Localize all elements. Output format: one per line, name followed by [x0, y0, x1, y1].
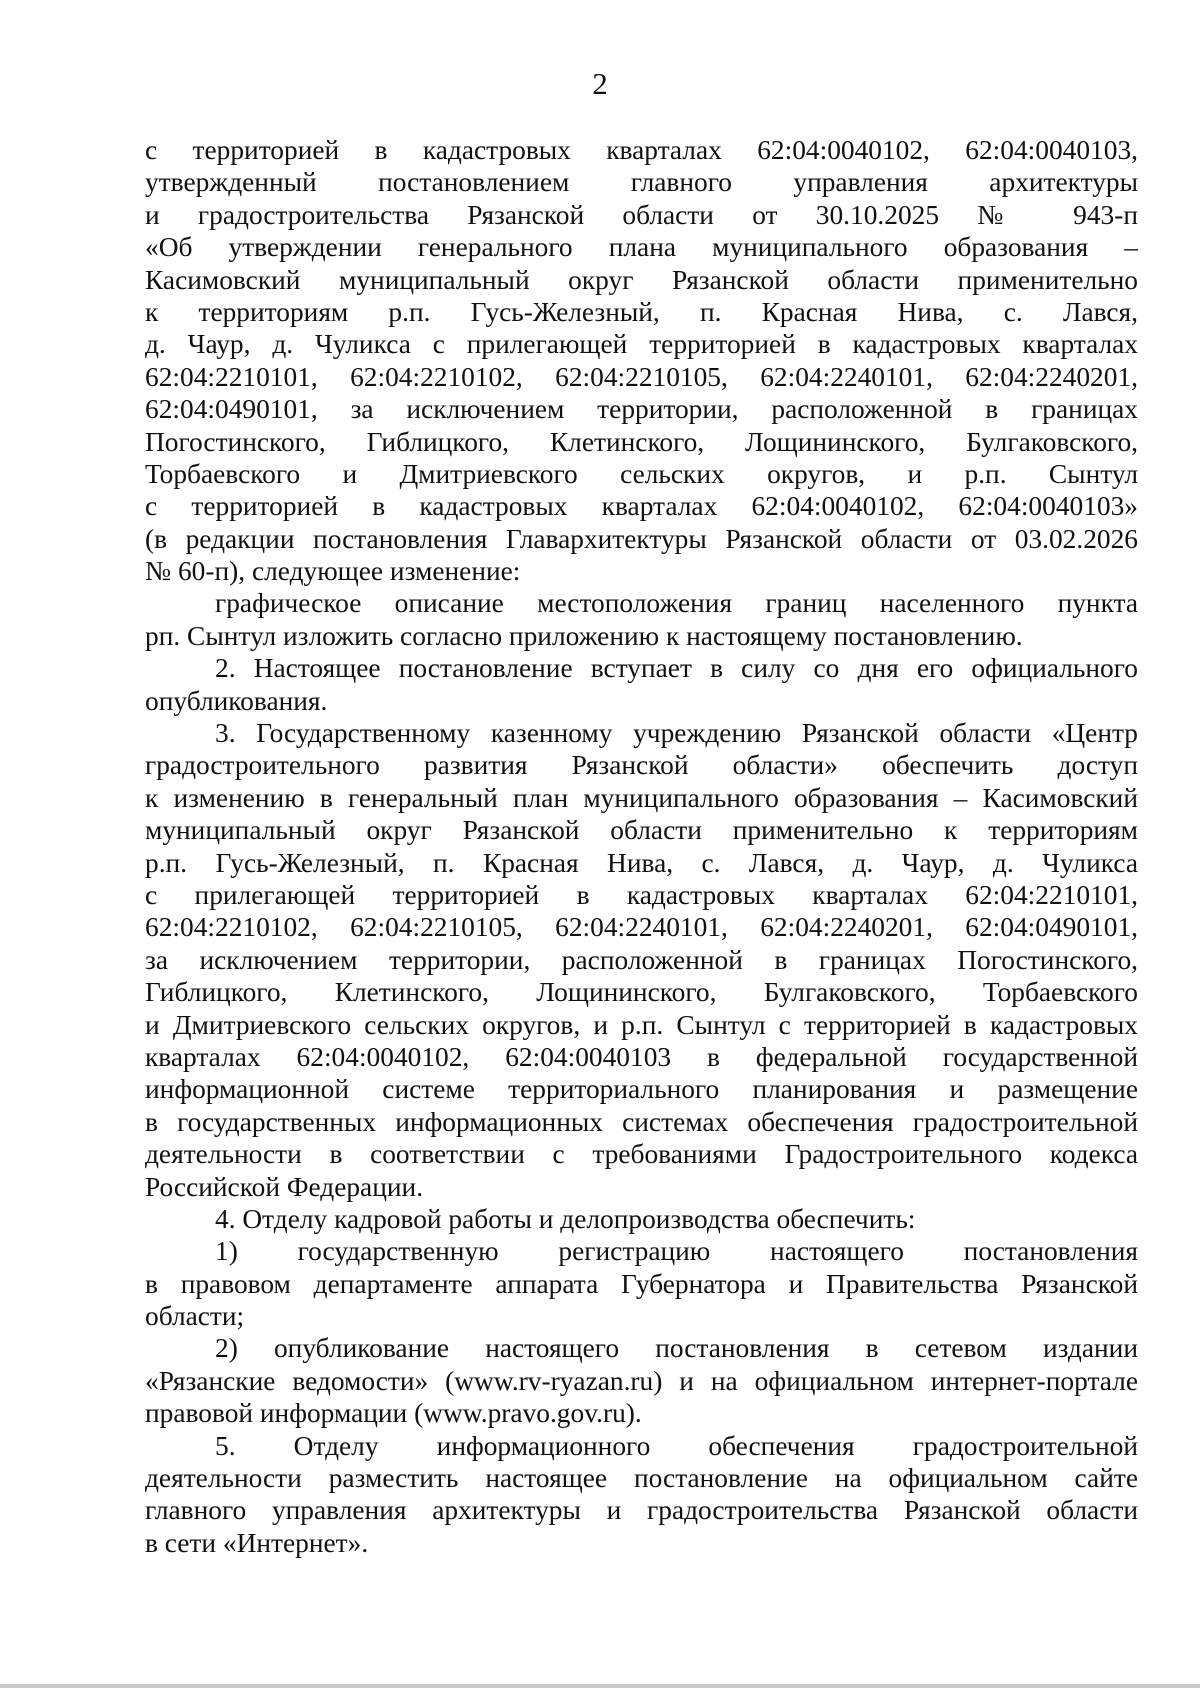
text-line: информационной системе территориального планирования и размещение [145, 1074, 1138, 1105]
text-line: Касимовский муниципальный округ Рязанской области применительно [145, 264, 1138, 295]
text-line: опубликования. [145, 685, 328, 716]
text-line: за исключением территории, расположенной в границах Погостинского, [145, 944, 1138, 975]
text-line: правовой информации (www.pravo.gov.ru). [145, 1398, 642, 1429]
scan-bottom-edge [0, 1684, 1200, 1688]
text-line: 3. Государственному казенному учреждению Рязанской области «Центр [215, 718, 1138, 749]
text-line: 1) государственную регистрацию настоящего постановления [215, 1236, 1138, 1267]
text-line: с территорией в кадастровых кварталах 62:04:0040102, 62:04:0040103, [145, 135, 1138, 165]
text-line: 2) опубликование настоящего постановления в сетевом издании [215, 1333, 1138, 1364]
text-line: Погостинского, Гиблицкого, Клетинского, Лощининского, Булгаковского, [145, 426, 1138, 457]
text-line: с территорией в кадастровых кварталах 62:04:0040102, 62:04:0040103» [145, 491, 1138, 522]
text-line: р.п. Гусь-Железный, п. Красная Нива, с. Лався, д. Чаур, д. Чуликса [145, 847, 1138, 878]
text-line: деятельности разместить настоящее постановление на официальном сайте [145, 1463, 1138, 1494]
text-line: 62:04:2210102, 62:04:2210105, 62:04:2240101, 62:04:2240201, 62:04:0490101, [145, 912, 1138, 943]
text-line: кварталах 62:04:0040102, 62:04:0040103 в федеральной государственной [145, 1041, 1138, 1072]
text-line: с прилегающей территорией в кадастровых кварталах 62:04:2210101, [145, 879, 1138, 910]
text-line: 62:04:2210101, 62:04:2210102, 62:04:2210105, 62:04:2240101, 62:04:2240201, [145, 361, 1138, 392]
text-line: в сети «Интернет». [145, 1527, 369, 1558]
text-line: и градостроительства Рязанской области от 30.10.2025 № 943-п [145, 199, 1138, 230]
text-line: области; [145, 1301, 245, 1332]
text-line: главного управления архитектуры и градостроительства Рязанской области [145, 1495, 1138, 1526]
text-line: «Об утверждении генерального плана муниципального образования – [145, 232, 1138, 263]
text-line: к изменению в генеральный план муниципального образования – Касимовский [145, 782, 1138, 813]
text-line: градостроительного развития Рязанской области» обеспечить доступ [145, 750, 1138, 781]
text-line: деятельности в соответствии с требованиями Градостроительного кодекса [145, 1139, 1138, 1170]
document-body [145, 134, 1138, 1559]
text-line: Российской Федерации. [145, 1171, 424, 1202]
text-line: утвержденный постановлением главного управления архитектуры [145, 167, 1138, 198]
text-line: и Дмитриевского сельских округов, и р.п. Сынтул с территорией в кадастровых [145, 1009, 1138, 1040]
text-line: 4. Отделу кадровой работы и делопроизводства обеспечить: [215, 1203, 916, 1234]
text-line: муниципальный округ Рязанской области применительно к территориям [145, 815, 1138, 846]
text-line: в государственных информационных системах обеспечения градостроительной [145, 1106, 1138, 1137]
text-line: Гиблицкого, Клетинского, Лощининского, Булгаковского, Торбаевского [145, 977, 1138, 1008]
text-line: «Рязанские ведомости» (www.rv-ryazan.ru) и на официальном интернет-портале [145, 1365, 1138, 1396]
text-line: 62:04:0490101, за исключением территории, расположенной в границах [145, 394, 1138, 425]
page-number: 2 [592, 66, 608, 101]
text-line: 2. Настоящее постановление вступает в силу со дня его официального [215, 653, 1138, 684]
text-line: № 60-п), следующее изменение: [145, 556, 521, 587]
text-line: рп. Сынтул изложить согласно приложению к настоящему постановлению. [145, 620, 1023, 651]
text-line: к территориям р.п. Гусь-Железный, п. Красная Нива, с. Лався, [145, 296, 1138, 327]
text-line: в правовом департаменте аппарата Губернатора и Правительства Рязанской [145, 1268, 1138, 1299]
text-line: 5. Отделу информационного обеспечения градостроительной [215, 1430, 1138, 1461]
text-line: Торбаевского и Дмитриевского сельских округов, и р.п. Сынтул [145, 458, 1138, 489]
text-line: графическое описание местоположения границ населенного пункта [215, 588, 1138, 619]
text-line: (в редакции постановления Главархитектуры Рязанской области от 03.02.2026 [145, 523, 1138, 554]
text-line: д. Чаур, д. Чуликса с прилегающей территорией в кадастровых кварталах [145, 329, 1138, 360]
